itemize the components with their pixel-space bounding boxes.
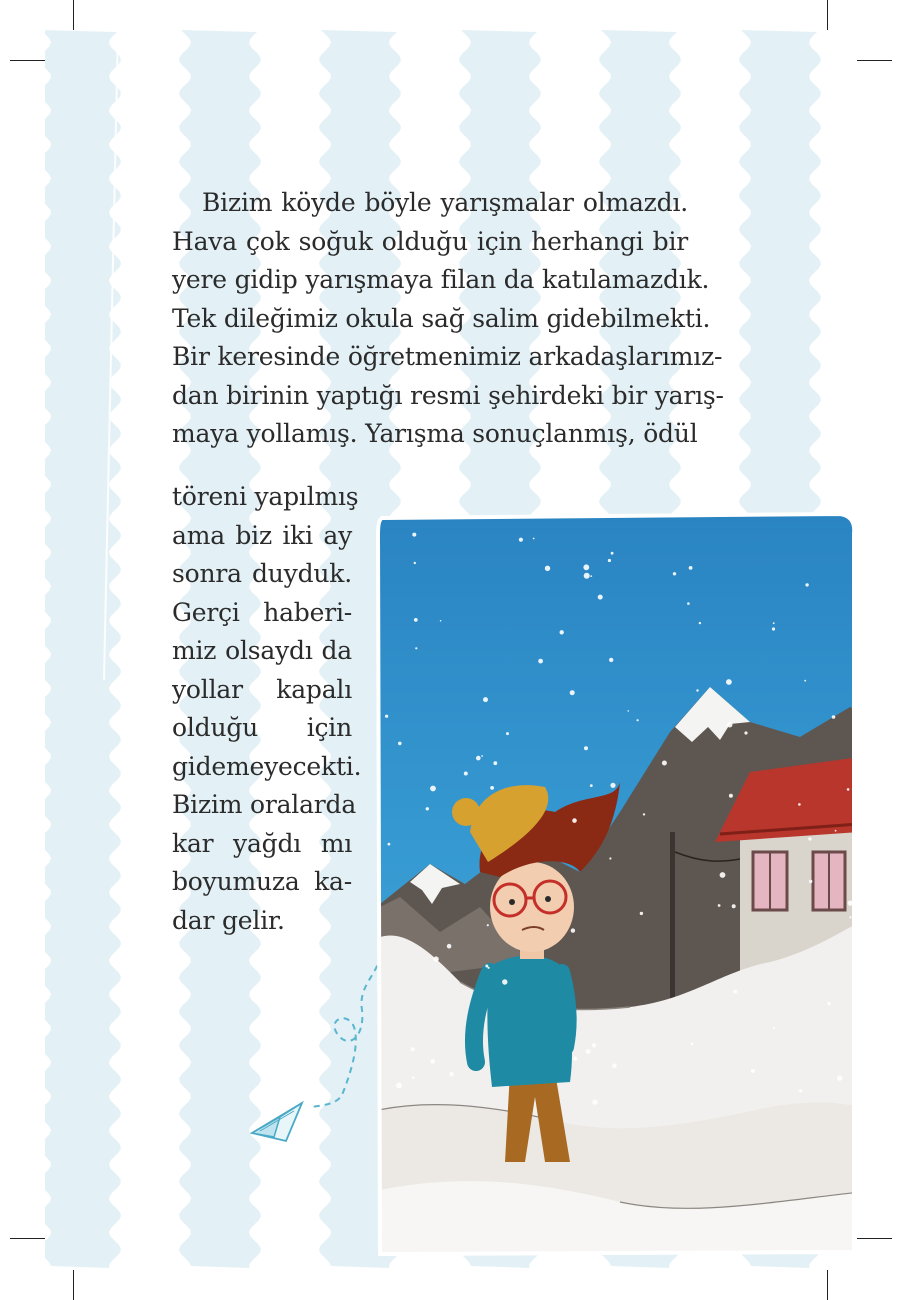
text-line: kar yağdı mı: [172, 828, 352, 858]
snowflake: [598, 595, 603, 600]
text-line: Bizim oralarda: [172, 790, 357, 819]
snowflake: [773, 1027, 775, 1029]
text-line: ama biz iki ay: [172, 520, 352, 550]
snowflake: [481, 755, 483, 757]
snowflake: [628, 710, 630, 712]
snowflake: [609, 857, 611, 859]
snowy-village-illustration: [370, 512, 860, 1257]
snowflake: [637, 719, 639, 721]
snowflake: [744, 731, 747, 734]
text-line: yollar kapalı: [172, 674, 352, 704]
snowflake: [411, 1047, 415, 1051]
snowflake: [733, 990, 737, 994]
snowflake: [533, 538, 535, 540]
snowflake: [586, 1049, 591, 1054]
background-stripe: [39, 30, 121, 1268]
text-line: Bir keresinde öğretmenimiz arkadaşlarımız-: [172, 342, 723, 371]
snowflake: [571, 928, 575, 932]
snowflake: [414, 618, 418, 622]
snowflake: [388, 843, 391, 846]
snowflake: [398, 742, 402, 746]
snowflake: [430, 1059, 435, 1064]
snowflake: [584, 573, 590, 579]
text-line: töreni yapılmış: [172, 482, 359, 511]
snowflake: [849, 916, 851, 918]
snowflake: [610, 783, 615, 788]
text-line: Gerçi haberi-: [172, 597, 352, 627]
snowflake: [612, 1064, 617, 1069]
text-line: sonra duyduk.: [172, 559, 352, 588]
snowflake: [691, 1043, 694, 1046]
text-line: miz olsaydı da: [172, 636, 352, 665]
narrow-paragraph: [172, 478, 362, 940]
snowflake: [726, 679, 732, 685]
text-line: boyumuza ka-: [172, 867, 352, 896]
text-line: dar gelir.: [172, 905, 285, 935]
snowflake: [447, 944, 452, 949]
snowflake: [545, 566, 550, 571]
snowflake: [799, 1089, 802, 1092]
text-line: olduğu için: [172, 713, 352, 742]
text-line: Tek dileğimiz okula sağ salim gidebilmekti.: [172, 303, 711, 333]
text-line: dan birinin yaptığı resmi şehirdeki bir yarış-: [172, 380, 724, 410]
snowflake: [732, 904, 736, 908]
snowflake: [773, 622, 775, 624]
snowflake: [804, 680, 806, 682]
snowflake: [487, 924, 489, 926]
snowflake: [847, 788, 850, 791]
snowflake: [832, 715, 836, 719]
snowflake: [592, 1043, 596, 1047]
snowflake: [433, 956, 438, 961]
main-paragraph: [172, 184, 724, 454]
snowflake: [412, 533, 416, 537]
snowflake: [835, 830, 837, 832]
snowflake: [430, 786, 436, 792]
snowflake: [643, 813, 645, 815]
snowflake: [609, 658, 613, 662]
text-line: maya yollamış. Yarışma sonuçlanmış, ödül: [172, 419, 698, 448]
snowflake: [464, 772, 468, 776]
snowflake: [412, 1076, 415, 1079]
snowflake: [808, 837, 811, 840]
snowflake: [573, 1056, 577, 1060]
snowflake: [385, 715, 388, 718]
snowflake: [772, 627, 775, 630]
snowflake: [396, 1083, 402, 1089]
snowflake: [519, 538, 523, 542]
snowflake: [837, 1075, 842, 1080]
snowflake: [696, 689, 698, 691]
snowflake: [805, 583, 808, 586]
snowflake: [798, 803, 801, 806]
snowflake: [506, 732, 509, 735]
snowflake: [502, 979, 507, 984]
snowflake: [426, 807, 429, 810]
snowflake: [751, 1069, 755, 1073]
text-line: gidemeyecekti.: [172, 751, 362, 781]
snowflake: [827, 1002, 830, 1005]
snowflake: [727, 722, 733, 728]
snowflake: [583, 564, 589, 570]
snowflake: [608, 559, 611, 562]
snowflake: [673, 572, 676, 575]
snowflake: [538, 659, 543, 664]
snowflake: [490, 786, 494, 790]
snowflake: [809, 880, 812, 883]
text-line: Hava çok soğuk olduğu için herhangi bir: [172, 226, 688, 256]
snowflake: [485, 965, 488, 968]
snowflake: [483, 697, 488, 702]
snowflake: [592, 1100, 597, 1105]
snowflake: [720, 872, 726, 878]
snowflake: [493, 761, 497, 765]
snowflake: [699, 622, 701, 624]
snowflake: [689, 566, 693, 570]
snowflake: [440, 620, 442, 622]
snowflake: [584, 746, 588, 750]
snowflake: [718, 904, 721, 907]
snowflake: [590, 575, 592, 577]
text-line: Bizim köyde böyle yarışmalar olmazdı.: [202, 188, 688, 217]
snowflake: [560, 630, 564, 634]
snowflake: [572, 818, 577, 823]
snowflake: [687, 602, 690, 605]
snowflake: [611, 552, 614, 555]
snowflake: [414, 562, 416, 564]
snowflake: [640, 912, 643, 915]
snowflake: [729, 794, 733, 798]
snowflake: [415, 647, 417, 649]
snowflake: [476, 756, 481, 761]
snowflake: [590, 784, 593, 787]
text-line: yere gidip yarışmaya filan da katılamazdık.: [172, 265, 710, 294]
snowflake: [570, 690, 575, 695]
snowflake: [449, 1072, 453, 1076]
snowflake: [662, 761, 667, 766]
